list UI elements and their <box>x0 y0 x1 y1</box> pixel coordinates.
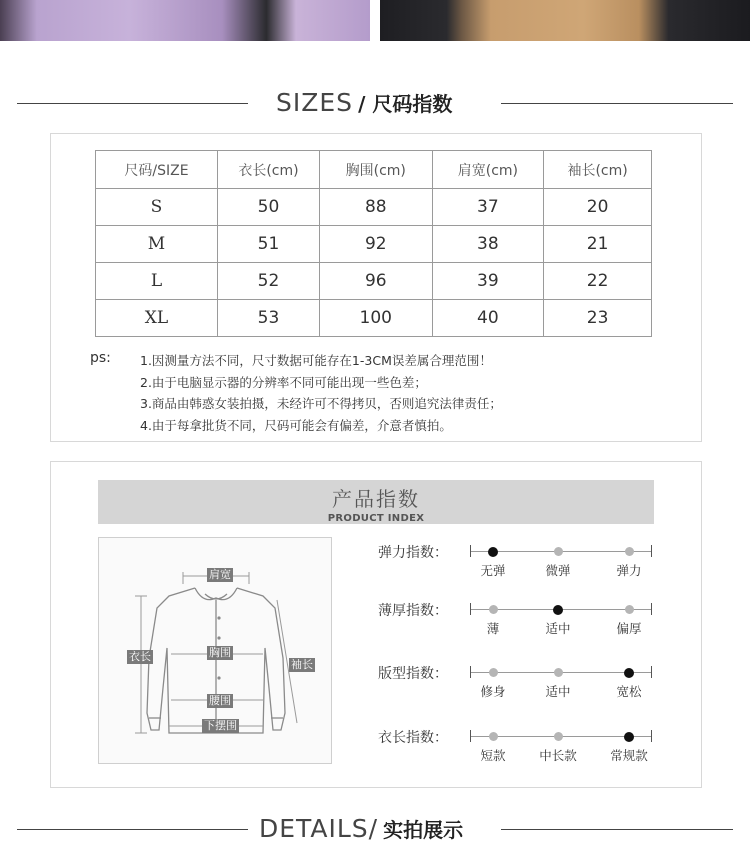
index-option-label: 修身 <box>480 684 506 699</box>
index-scale-end <box>470 730 471 742</box>
index-label: 版型指数： <box>378 666 448 682</box>
table-row <box>96 263 652 300</box>
note-item: 4.由于每拿批货不同，尺码可能会有偏差，介意者慎拍。 <box>140 417 452 433</box>
header-cell: 衣长(cm) <box>217 151 319 189</box>
index-dot-selected <box>553 605 563 615</box>
table-cell: 50 <box>217 189 319 226</box>
notes-list <box>140 350 502 436</box>
ps-label: ps: <box>90 350 111 366</box>
header-cell: 袖长(cm) <box>544 151 652 189</box>
note-item: 2.由于电脑显示器的分辨率不同可能出现一些色差； <box>140 374 427 390</box>
index-dot <box>489 732 498 741</box>
index-option-label: 偏厚 <box>616 621 642 636</box>
index-dot-selected <box>624 668 634 678</box>
label-hem: 下摆围 <box>204 719 237 732</box>
shirt-diagram <box>98 537 332 764</box>
index-scale-end <box>651 603 652 615</box>
product-index-title-zh: 产品指数 <box>332 487 420 511</box>
divider-left <box>17 103 248 104</box>
size-table-header <box>96 151 652 189</box>
table-cell: 88 <box>319 189 432 226</box>
index-scale-end <box>651 545 652 557</box>
header-cell: 肩宽(cm) <box>432 151 544 189</box>
size-cell: XL <box>96 300 218 337</box>
index-dot <box>554 732 563 741</box>
sizes-title <box>276 88 452 117</box>
table-cell: 21 <box>544 226 652 263</box>
index-option-label: 宽松 <box>616 684 642 699</box>
table-cell: 23 <box>544 300 652 337</box>
index-dot <box>625 605 634 614</box>
size-table <box>95 150 652 337</box>
table-cell: 38 <box>432 226 544 263</box>
product-index-title-en: PRODUCT INDEX <box>327 513 425 524</box>
table-cell: 20 <box>544 189 652 226</box>
product-index-banner <box>98 480 654 524</box>
details-divider-right <box>501 829 733 830</box>
sizes-title-zh: / 尺码指数 <box>358 92 453 116</box>
details-divider-left <box>17 829 248 830</box>
label-chest: 胸围 <box>209 646 231 659</box>
index-label: 弹力指数： <box>378 545 448 561</box>
table-cell: 40 <box>432 300 544 337</box>
index-option-label: 弹力 <box>616 563 642 578</box>
table-row <box>96 300 652 337</box>
note-item: 3.商品由韩惑女装拍摄，未经许可不得拷贝，否则追究法律责任； <box>140 396 502 411</box>
header-cell: 尺码/SIZE <box>96 151 218 189</box>
table-cell: 52 <box>217 263 319 300</box>
details-title-en: DETAILS/ <box>259 814 379 843</box>
table-cell: 39 <box>432 263 544 300</box>
index-dot <box>489 668 498 677</box>
header-cell: 胸围(cm) <box>319 151 432 189</box>
size-cell: L <box>96 263 218 300</box>
label-length: 衣长 <box>129 650 151 663</box>
index-dot-selected <box>624 732 634 742</box>
note-item: 1.因测量方法不同，尺寸数据可能存在1-3CM误差属合理范围！ <box>140 353 492 368</box>
table-cell: 51 <box>217 226 319 263</box>
table-row <box>96 226 652 263</box>
size-cell: S <box>96 189 218 226</box>
index-scale-end <box>651 666 652 678</box>
index-dot <box>625 547 634 556</box>
index-option-label: 短款 <box>480 748 506 763</box>
label-sleeve: 袖长 <box>291 658 313 671</box>
index-label: 衣长指数： <box>378 730 448 746</box>
index-option-label: 适中 <box>545 684 571 699</box>
details-title <box>259 814 463 843</box>
index-label: 薄厚指数： <box>378 603 448 619</box>
table-row <box>96 189 652 226</box>
index-option-label: 微弹 <box>545 563 571 578</box>
label-waist: 腰围 <box>209 694 231 707</box>
table-cell: 37 <box>432 189 544 226</box>
label-shoulder: 肩宽 <box>209 568 231 581</box>
index-option-label: 常规款 <box>610 748 648 763</box>
index-scale-end <box>470 666 471 678</box>
index-option-label: 中长款 <box>539 748 577 763</box>
index-dot <box>554 668 563 677</box>
index-scale-end <box>470 603 471 615</box>
index-dot <box>554 547 563 556</box>
product-photo-left <box>0 0 370 41</box>
table-cell: 100 <box>319 300 432 337</box>
sizes-title-en: SIZES <box>276 88 354 117</box>
index-dot-selected <box>488 547 498 557</box>
details-title-zh: 实拍展示 <box>383 818 464 842</box>
index-option-label: 适中 <box>545 621 571 636</box>
index-option-label: 无弹 <box>480 563 506 578</box>
index-scale-end <box>651 730 652 742</box>
table-cell: 22 <box>544 263 652 300</box>
index-option-label: 薄 <box>486 621 500 636</box>
table-cell: 92 <box>319 226 432 263</box>
size-cell: M <box>96 226 218 263</box>
index-scale-end <box>470 545 471 557</box>
table-cell: 96 <box>319 263 432 300</box>
product-photo-right <box>380 0 750 41</box>
divider-right <box>501 103 733 104</box>
table-cell: 53 <box>217 300 319 337</box>
index-dot <box>489 605 498 614</box>
